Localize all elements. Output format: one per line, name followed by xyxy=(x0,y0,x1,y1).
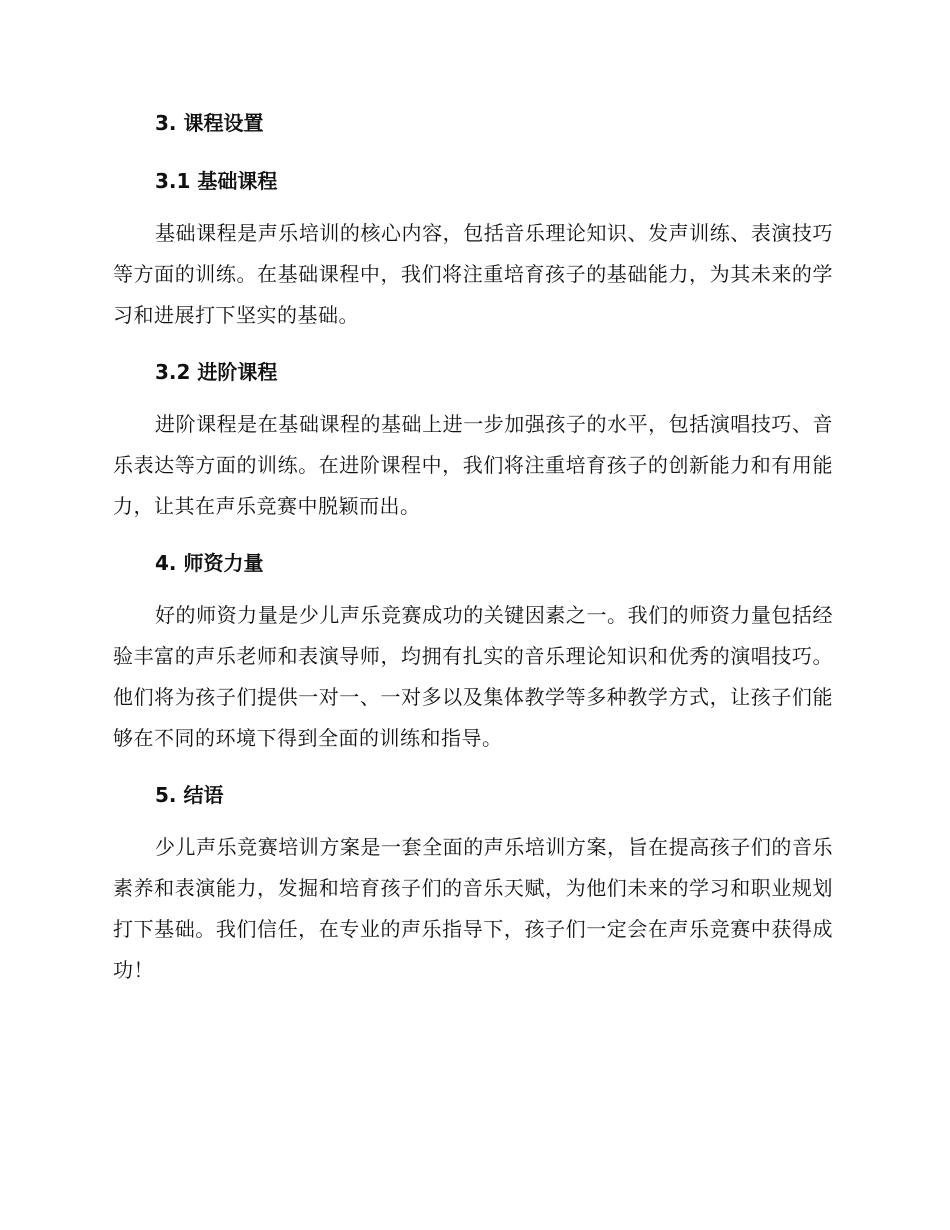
section-heading-faculty: 4. 师资力量 xyxy=(155,551,264,575)
section-heading-conclusion: 5. 结语 xyxy=(155,783,224,807)
paragraph-faculty: 好的师资力量是少儿声乐竞赛成功的关键因素之一。我们的师资力量包括经验丰富的声乐老师和表演导师，均拥有扎实的音乐理论知识和优秀的演唱技巧。他们将为孩子们提供一对一、一对多以及集体教学等多种教学方式，让孩子们能够在不同的环境下得到全面的训练和指导。 xyxy=(113,603,833,750)
subsection-heading-advanced-course: 3.2 进阶课程 xyxy=(155,360,278,384)
paragraph-advanced-course: 进阶课程是在基础课程的基础上进一步加强孩子的水平，包括演唱技巧、音乐表达等方面的训练。在进阶课程中，我们将注重培育孩子的创新能力和有用能力，让其在声乐竞赛中脱颖而出。 xyxy=(113,412,833,518)
paragraph-basic-course: 基础课程是声乐培训的核心内容，包括音乐理论知识、发声训练、表演技巧等方面的训练。在基础课程中，我们将注重培育孩子的基础能力，为其未来的学习和进展打下坚实的基础。 xyxy=(113,221,833,327)
subsection-heading-basic-course: 3.1 基础课程 xyxy=(155,169,278,193)
section-heading-course-setup: 3. 课程设置 xyxy=(155,111,264,135)
paragraph-conclusion: 少儿声乐竞赛培训方案是一套全面的声乐培训方案，旨在提高孩子们的音乐素养和表演能力，发掘和培育孩子们的音乐天赋，为他们未来的学习和职业规划打下基础。我们信任，在专业的声乐指导下，孩子们一定会在声乐竞赛中获得成功！ xyxy=(113,835,833,982)
document-body xyxy=(113,108,833,991)
